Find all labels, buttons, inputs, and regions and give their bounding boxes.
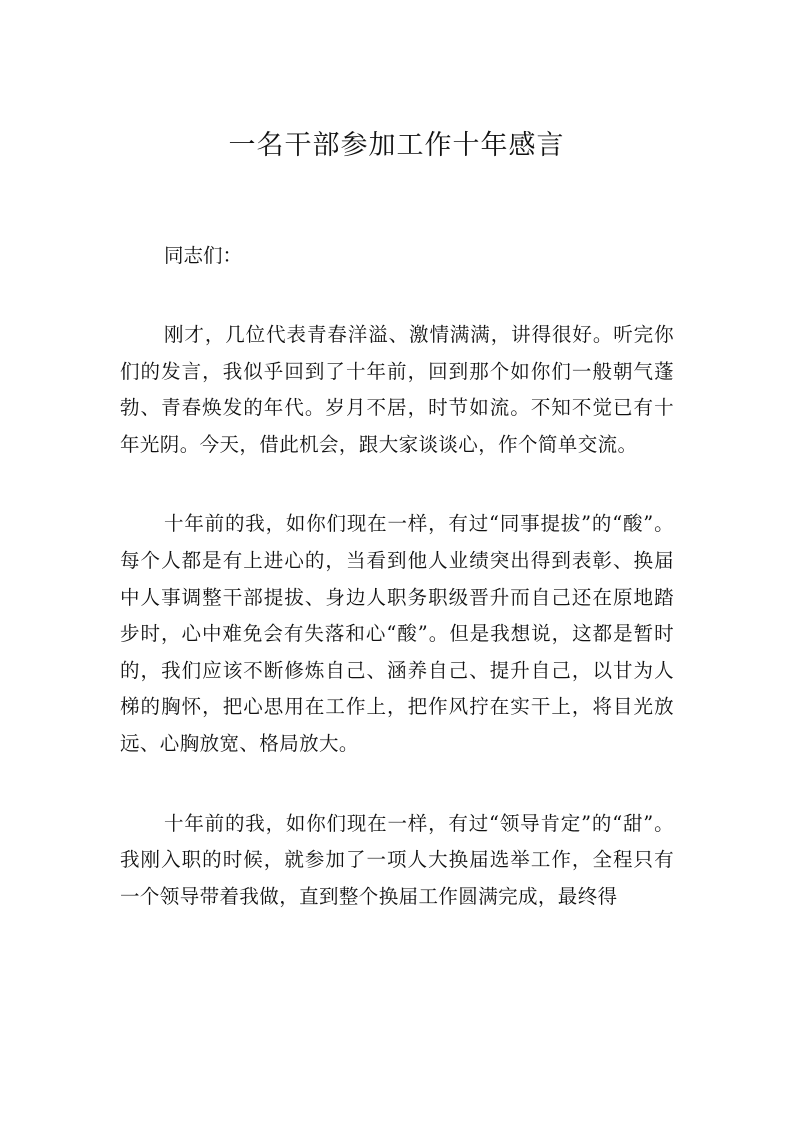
paragraph-3: 十年前的我，如你们现在一样，有过“领导肯定”的“甜”。我刚入职的时候，就参加了一项人大换届选举工作，全程只有一个领导带着我做，直到整个换届工作圆满完成，最终得 [120, 811, 674, 908]
paragraph-1: 刚才，几位代表青春洋溢、激情满满，讲得很好。听完你们的发言，我似乎回到了十年前，回到那个如你们一般朝气蓬勃、青春焕发的年代。岁月不居，时节如流。不知不觉已有十年光阴。今天，借此机会，跟大家谈谈心，作个简单交流。 [120, 323, 674, 456]
salutation: 同志们： [164, 244, 243, 267]
document-title: 一名干部参加工作十年感言 [228, 130, 565, 161]
document-body [120, 238, 674, 915]
paragraph-2: 十年前的我，如你们现在一样，有过“同事提拔”的“酸”。每个人都是有上进心的，当看到他人业绩突出得到表彰、换届中人事调整干部提拔、身边人职务职级晋升而自己还在原地踏步时，心中难免会有失落和心“酸”。但是我想说，这都是暂时的，我们应该不断修炼自己、涵养自己、提升自己，以甘为人梯的胸怀，把心思用在工作上，把作风拧在实干上，将目光放远、心胸放宽、格局放大。 [120, 512, 674, 755]
